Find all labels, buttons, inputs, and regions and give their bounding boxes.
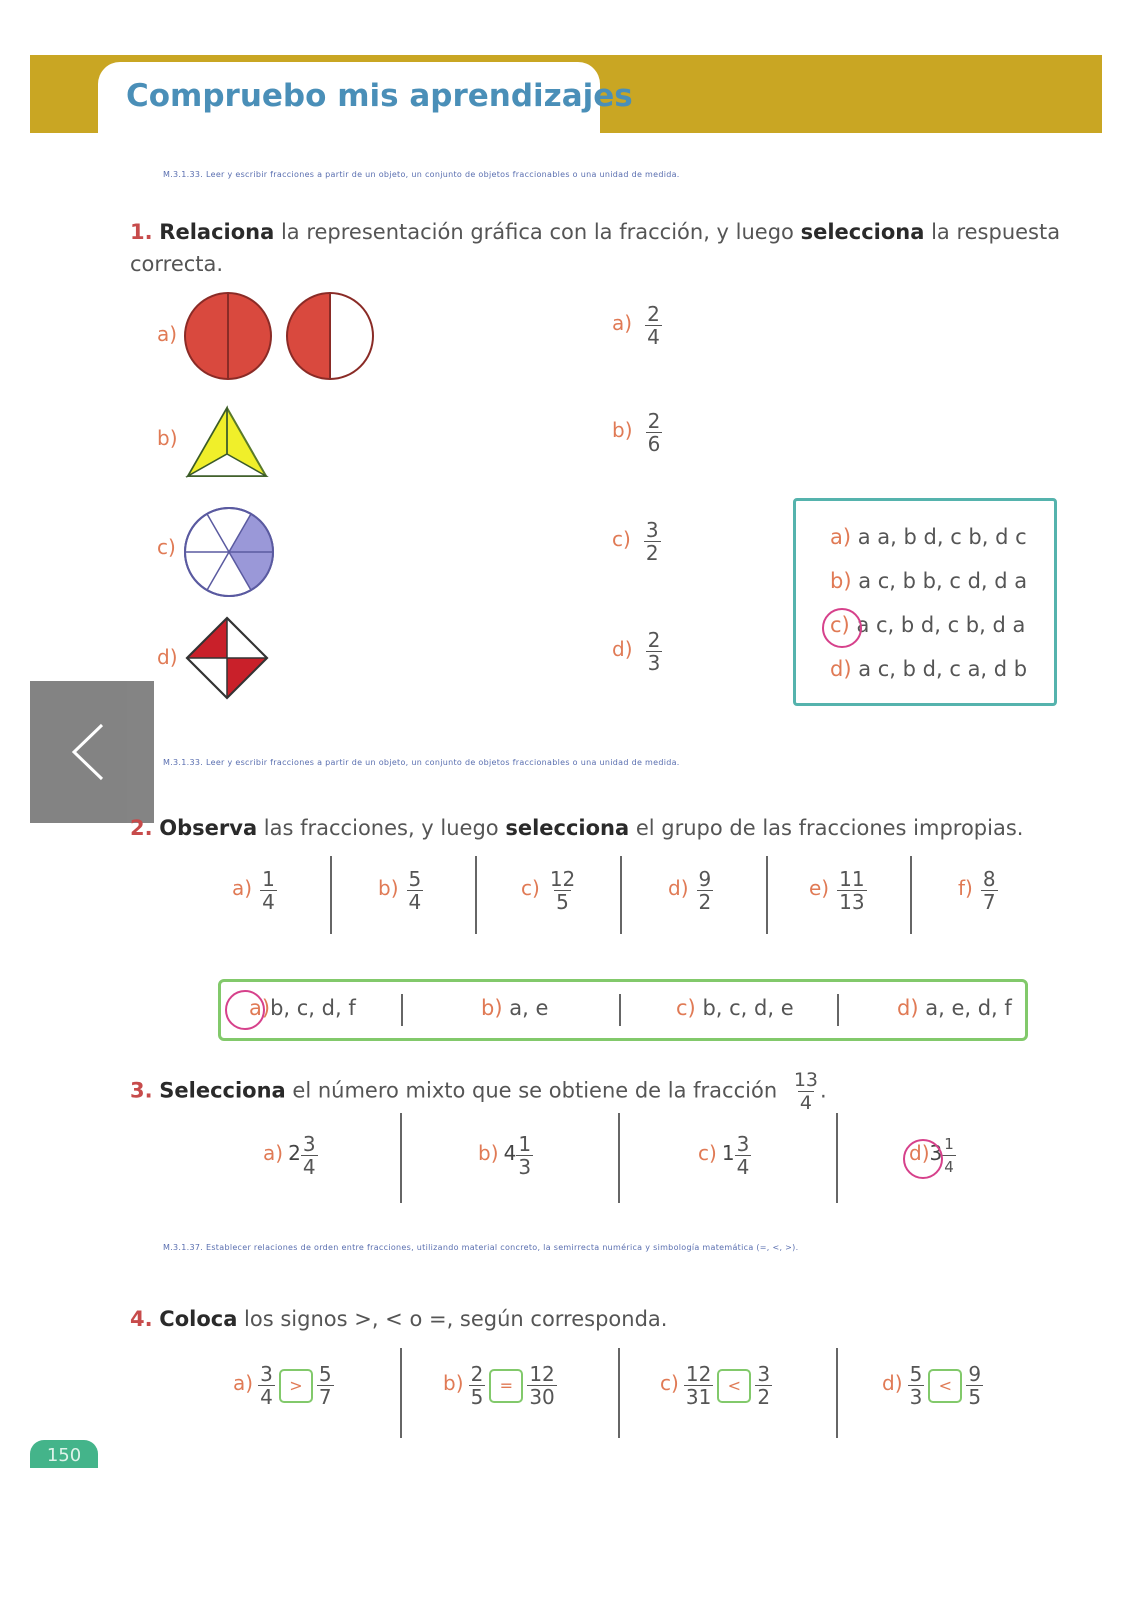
divider <box>401 994 403 1026</box>
numerator: 3 <box>645 518 659 542</box>
q1-answer-box <box>793 498 1057 706</box>
fraction <box>516 1133 533 1178</box>
divider <box>910 856 912 934</box>
divider <box>836 1348 838 1438</box>
denominator: 5 <box>470 1385 484 1409</box>
numerator: 1 <box>518 1132 532 1156</box>
verb: Selecciona <box>159 1078 286 1103</box>
verb: Relaciona <box>159 220 275 244</box>
fraction <box>792 1069 820 1114</box>
fraction <box>644 519 661 564</box>
denominator: 2 <box>698 890 712 914</box>
q2-item-c <box>521 868 577 913</box>
q2-option-d[interactable] <box>897 996 1012 1020</box>
whole-part: 4 <box>503 1141 517 1165</box>
q1-option-b[interactable] <box>830 569 1027 593</box>
shape-diamond <box>184 615 270 701</box>
denominator: 4 <box>647 325 660 349</box>
fraction <box>646 629 663 674</box>
selection-circle <box>822 608 862 648</box>
shape-circles-halves <box>182 290 378 382</box>
numerator: 9 <box>698 867 712 891</box>
fraction <box>942 1133 956 1178</box>
denominator: 7 <box>318 1385 332 1409</box>
numerator: 11 <box>839 867 865 891</box>
option-key: b) <box>478 1141 499 1165</box>
shape-triangle <box>184 404 270 480</box>
item-label: f) <box>958 876 973 900</box>
question-text: los signos >, < o =, según corresponda. <box>237 1307 668 1331</box>
q2-option-a[interactable] <box>249 996 356 1020</box>
q2-item-a <box>232 868 277 913</box>
question-2 <box>130 812 1070 844</box>
verb: selecciona <box>800 220 925 244</box>
question-number: 2. <box>130 816 153 840</box>
q1-option-a[interactable] <box>830 525 1027 549</box>
fraction <box>469 1363 486 1408</box>
q1-fraction-b <box>612 410 662 455</box>
q1-fraction-d <box>612 629 662 674</box>
option-key: a) <box>830 525 852 549</box>
shape-label-a: a) <box>157 322 178 346</box>
denominator: 4 <box>942 1155 956 1178</box>
fraction-label: c) <box>612 527 631 551</box>
divider <box>836 1113 838 1203</box>
option-key: d) <box>830 657 852 681</box>
question-3 <box>130 1069 827 1114</box>
page-number: 150 <box>30 1440 98 1468</box>
fraction-label: d) <box>612 637 633 661</box>
period: . <box>820 1078 827 1103</box>
q2-item-b <box>378 868 423 913</box>
fraction-label: a) <box>612 311 633 335</box>
previous-page-button[interactable] <box>30 681 154 823</box>
numerator: 2 <box>647 302 660 326</box>
denominator: 31 <box>685 1385 712 1409</box>
item-label: b) <box>378 876 399 900</box>
option-text: a c, b d, c a, d b <box>858 657 1028 681</box>
q2-item-f <box>958 868 998 913</box>
divider <box>618 1113 620 1203</box>
skill-code: M.3.1.33. Leer y escribir fracciones a partir de un objeto, un conjunto de objetos fraccionables o una unidad de medida. <box>163 758 680 767</box>
whole-part: 2 <box>288 1141 301 1165</box>
fraction <box>527 1363 556 1408</box>
option-key: d) <box>897 996 919 1020</box>
question-text: las fracciones, y luego <box>257 816 506 840</box>
fraction <box>908 1363 925 1408</box>
selection-circle <box>903 1139 943 1179</box>
q4-item-c <box>660 1363 772 1408</box>
q1-fraction-c <box>612 519 661 564</box>
divider <box>837 994 839 1026</box>
fraction <box>260 868 277 913</box>
option-text: a c, b b, c d, d a <box>858 569 1028 593</box>
fraction <box>966 1363 983 1408</box>
divider <box>618 1348 620 1438</box>
item-label: c) <box>521 876 540 900</box>
divider <box>619 994 621 1026</box>
numerator: 12 <box>685 1362 712 1386</box>
denominator: 4 <box>260 1385 273 1409</box>
numerator: 3 <box>260 1362 273 1386</box>
fraction <box>684 1363 713 1408</box>
denominator: 4 <box>799 1092 812 1114</box>
option-text: a a, b d, c b, d c <box>857 525 1027 549</box>
sign-input[interactable]: = <box>489 1369 523 1403</box>
verb: Coloca <box>159 1307 238 1331</box>
sign-input[interactable]: < <box>717 1369 751 1403</box>
denominator: 13 <box>839 890 865 914</box>
option-key: c) <box>830 613 850 637</box>
verb: selecciona <box>505 816 630 840</box>
skill-code: M.3.1.33. Leer y escribir fracciones a partir de un objeto, un conjunto de objetos fraccionables o una unidad de medida. <box>163 170 680 179</box>
denominator: 4 <box>262 890 275 914</box>
denominator: 3 <box>518 1155 532 1179</box>
question-text: la representación gráfica con la fracción, y luego <box>274 220 801 244</box>
q3-option-c[interactable] <box>698 1133 751 1178</box>
fraction <box>697 868 714 913</box>
divider <box>330 856 332 934</box>
option-text: b, c, d, f <box>270 996 356 1020</box>
numerator: 5 <box>408 867 422 891</box>
shape-label-c: c) <box>157 535 176 559</box>
question-number: 1. <box>130 220 153 244</box>
divider <box>620 856 622 934</box>
q3-option-b[interactable] <box>478 1133 533 1178</box>
numerator: 3 <box>757 1362 771 1386</box>
numerator: 12 <box>529 1362 555 1386</box>
denominator: 5 <box>968 1385 982 1409</box>
q1-option-d[interactable] <box>830 657 1027 681</box>
chevron-left-icon <box>30 681 154 823</box>
whole-part: 1 <box>721 1141 735 1165</box>
denominator: 2 <box>645 541 659 565</box>
option-text: a, e, d, f <box>925 996 1012 1020</box>
item-label: d) <box>668 876 689 900</box>
fraction <box>755 1363 772 1408</box>
denominator: 6 <box>647 432 661 456</box>
q4-item-a <box>233 1363 334 1408</box>
denominator: 5 <box>556 890 569 914</box>
option-key: c) <box>676 996 696 1020</box>
q4-item-b <box>443 1363 557 1408</box>
sign-input[interactable]: < <box>928 1369 962 1403</box>
divider <box>475 856 477 934</box>
numerator: 1 <box>262 867 275 891</box>
denominator: 4 <box>302 1155 316 1179</box>
numerator: 3 <box>302 1132 316 1156</box>
divider <box>766 856 768 934</box>
shape-label-b: b) <box>157 426 178 450</box>
question-number: 3. <box>130 1078 153 1103</box>
item-label: a) <box>233 1371 254 1395</box>
fraction <box>735 1133 752 1178</box>
denominator: 2 <box>757 1385 771 1409</box>
fraction <box>258 1363 275 1408</box>
q4-item-d <box>882 1363 983 1408</box>
q2-answer-box <box>218 979 1028 1041</box>
shape-label-d: d) <box>157 645 178 669</box>
q2-option-c[interactable] <box>676 996 794 1020</box>
option-text: a c, b d, c b, d a <box>856 613 1026 637</box>
q2-item-e <box>809 868 867 913</box>
numerator: 2 <box>470 1362 484 1386</box>
numerator: 13 <box>793 1069 819 1091</box>
fraction <box>645 303 662 348</box>
numerator: 5 <box>909 1362 923 1386</box>
fraction-label: b) <box>612 418 633 442</box>
divider <box>400 1113 402 1203</box>
option-key: b) <box>830 569 852 593</box>
verb: Observa <box>159 816 258 840</box>
numerator: 12 <box>549 867 576 891</box>
fraction <box>301 1133 318 1178</box>
fraction <box>317 1363 334 1408</box>
selection-circle <box>225 990 265 1030</box>
numerator: 9 <box>968 1362 982 1386</box>
denominator: 4 <box>736 1155 750 1179</box>
page-title: Compruebo mis aprendizajes <box>126 78 633 114</box>
option-key: a) <box>249 996 271 1020</box>
option-key: a) <box>263 1141 284 1165</box>
numerator: 2 <box>647 409 661 433</box>
q1-fraction-a <box>612 303 662 348</box>
q2-item-d <box>668 868 713 913</box>
q3-option-a[interactable] <box>263 1133 318 1178</box>
item-label: e) <box>809 876 830 900</box>
whole-part: 3 <box>929 1141 943 1165</box>
sign-input[interactable]: > <box>279 1369 313 1403</box>
item-label: d) <box>882 1371 903 1395</box>
denominator: 7 <box>982 890 996 914</box>
option-key: c) <box>698 1141 717 1165</box>
fraction <box>407 868 424 913</box>
question-4 <box>130 1303 667 1335</box>
item-label: c) <box>660 1371 679 1395</box>
item-label: b) <box>443 1371 464 1395</box>
question-text: la respuesta correcta. <box>130 220 1061 276</box>
option-text: a, e <box>509 996 549 1020</box>
numerator: 8 <box>982 867 996 891</box>
skill-code: M.3.1.37. Establecer relaciones de orden entre fracciones, utilizando material concreto, la semirrecta numérica y simbología matemática (=, <, >). <box>163 1243 799 1252</box>
numerator: 5 <box>318 1362 332 1386</box>
denominator: 4 <box>408 890 422 914</box>
question-number: 4. <box>130 1307 153 1331</box>
numerator: 3 <box>736 1132 750 1156</box>
question-text: el grupo de las fracciones impropias. <box>629 816 1024 840</box>
option-text: b, c, d, e <box>702 996 794 1020</box>
shape-circle-sixths <box>182 505 276 599</box>
denominator: 3 <box>909 1385 923 1409</box>
option-key: d) <box>909 1141 930 1165</box>
fraction <box>548 868 577 913</box>
fraction <box>981 868 998 913</box>
fraction <box>646 410 663 455</box>
item-label: a) <box>232 876 253 900</box>
denominator: 30 <box>529 1385 555 1409</box>
question-1 <box>130 216 1070 280</box>
denominator: 3 <box>647 651 661 675</box>
q2-option-b[interactable] <box>481 996 548 1020</box>
fraction <box>837 868 866 913</box>
numerator: 2 <box>647 628 661 652</box>
divider <box>400 1348 402 1438</box>
numerator: 1 <box>944 1135 954 1153</box>
question-text: el número mixto que se obtiene de la fracción <box>285 1078 778 1103</box>
option-key: b) <box>481 996 503 1020</box>
